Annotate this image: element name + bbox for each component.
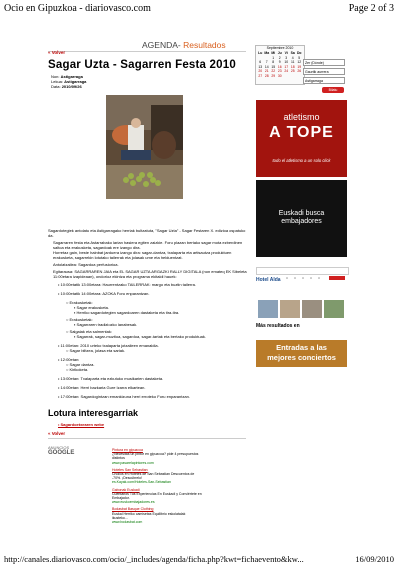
calendar-day[interactable]: 17 [284,64,289,69]
list-item: • 17:00etan: Sagardogintzan emankizuna herri erroteko Foru enparantzan. [58,394,190,399]
location-select[interactable]: Zer (Dónde) [303,59,345,66]
calendar-day[interactable]: 8 [272,60,275,64]
calendar-day[interactable]: 19 [297,64,302,69]
list-item: • 10:00etatik 14:00etara: AZOKA Foru enparantzan. [58,291,150,296]
calendar-day[interactable]: 9 [278,60,281,64]
calendar-day[interactable]: 1 [272,55,275,60]
calendar-day[interactable]: 12 [297,60,302,64]
calendar-day[interactable]: 30 [277,73,282,78]
euskadi-ad[interactable] [256,180,347,257]
calendar-day[interactable]: 20 [258,69,263,73]
date-select[interactable]: Gaurtik aurrera [303,68,345,75]
calendar-grid [257,51,304,78]
ad-item[interactable]: Pintura en gipuzcoa ¿Necesitas un pintor en gipuzcoa? pide 4 presupuestos distintos www.pasarelapintores.com [112,448,199,465]
calendar-day[interactable]: 5 [298,55,301,60]
list-item: • 14:00etan: Herri bazkaria Gure Izarra elkartean. [58,385,146,390]
external-link[interactable]: • Sagardoetxearen webe [58,422,105,427]
event-organizer: Antolatzailea: Sagardoa perfusiorioa. [53,262,119,267]
list-item: ○ Sagar biltzea, jolasa eta sariak. [66,348,126,353]
pager[interactable] [256,267,349,275]
divider [48,438,246,439]
print-footer-date: 16/09/2010 [355,554,394,564]
meta-row: Non: Astigarraga [51,74,83,79]
event-title: Sagar Uzta - Sagarren Festa 2010 [48,59,236,71]
google-logo: GOOGLE [48,450,75,456]
calendar-day[interactable]: 21 [264,69,269,73]
calendar-day[interactable]: 24 [284,69,289,73]
agenda-label: AGENDA- [142,40,181,50]
calendar-weekday: Mi [271,51,276,55]
atletismo-ad[interactable] [256,100,347,177]
print-footer-url: http://canales.diariovasco.com/ocio/_includes/agenda/ficha.php?kwt=fichaevento&kw... [4,554,304,564]
calendar-day[interactable]: 23 [277,69,282,73]
calendar-day [296,74,303,79]
google-ads-label [48,445,74,456]
calendar-day[interactable]: 6 [259,60,262,64]
calendar-day[interactable]: 2 [278,55,281,60]
event-intro: Sagardotegiek antolatu eta Astigarragako herriak bultzatuta, "Sagar Uzta" - Sagar Festaren X. edizioa ospatuko da. [48,228,246,238]
photo-image [106,95,183,199]
list-item: ▪ Sagarrak, sagar-muztioa, sagardoa, sagar-tartak eta bertako produktuak. [74,334,206,339]
calendar-day[interactable]: 25 [290,69,295,73]
ad-atletismo-big: A TOPE [269,124,334,141]
calendar-weekday: Do [296,51,302,55]
hotel-listing[interactable] [256,277,347,283]
calendar-weekday: Ma [264,51,270,55]
divider [48,51,246,52]
calendar-day[interactable]: 27 [258,73,263,78]
list-item: • 13:00etan: Txalaparta eta ezkutuko musikarien dastaketa. [58,376,164,381]
back-link[interactable]: « Volver [48,50,66,55]
ads-label: ANUNCIOS [48,445,70,450]
calendar-day[interactable]: 29 [271,73,276,78]
list-item: ▪ Sagar erakusketa. [74,305,109,310]
meta-row: Lekua: Astigarraga [51,79,87,84]
event-photo [106,95,183,199]
meta-row: Data: 2010/09/26 [51,84,82,89]
more-results-label: Más resultados en [256,323,300,329]
program-list [58,282,243,399]
ad-euskadi-text: Euskadi busca embajadores [278,210,325,225]
calendar-day[interactable]: 4 [291,55,294,60]
list-item: ▪ Herriko sagardotegien sagardoaren dastaketa eta tira-tira. [74,310,180,315]
agenda-heading [142,40,226,50]
list-item: • 12:00etan: [58,357,80,362]
hotel-photos [258,300,346,318]
list-item: ○ Sagar dantza. [66,362,95,367]
calendar-title: Septiembre 2010 [266,46,294,50]
event-meta [51,74,86,89]
calendar-weekday: Sa [290,51,295,55]
ad-conciertos-text: Entradas a las mejores conciertos [267,343,336,362]
calendar-day[interactable]: 3 [285,55,288,60]
list-item: ○ Erakusketak: [66,300,93,305]
print-header-page-number: Page 2 of 3 [348,3,394,14]
list-item: • 10:00etatik 13:00etara: Haurrentzako TAILERRAK: margo eta buztin tailerra. [58,282,196,287]
calendar-day[interactable]: 11 [290,60,295,64]
town-select[interactable]: Astigarraga [303,77,345,84]
ad-item[interactable]: Hoteles San Sebastian Chollos en Hoteles de San Sebastian Descuentos de -70%. ¡Descúbrelo! es.Kayak.com/Hoteles-San-Sebastian [112,467,195,485]
calendar-weekday: Lu [258,51,263,55]
calendar [255,45,305,85]
list-item: ○ Kirikoketa. [66,367,89,372]
calendar-weekday: Ju [277,51,282,55]
hotel-name: Hotel Alda [256,277,281,283]
list-item: • 11:00etan: 2010 urteko txalaparta jotzaileen emanaldia. [58,343,159,348]
calendar-day[interactable]: 7 [265,60,268,64]
calendar-day[interactable]: 15 [271,64,276,69]
hotel-thumbnails [258,300,346,318]
conciertos-ad[interactable] [256,340,347,367]
links-heading: Lotura interesgarriak [48,408,139,418]
calendar-day[interactable]: 16 [277,64,282,69]
list-item: ○ Salgaiak eta salmentak: [66,329,112,334]
calendar-day[interactable]: 26 [297,69,302,73]
calendar-day[interactable]: 18 [290,64,295,69]
ad-atletismo-title: atletismo [283,112,320,122]
back-link-bottom[interactable]: « Volver [48,431,66,436]
calendar-weekday: Vi [284,51,288,55]
calendar-day[interactable]: 13 [258,64,263,69]
list-item: ○ Erakusketak: [66,317,93,322]
calendar-day[interactable]: 22 [271,69,276,73]
ad-item[interactable]: Gabonak Euskadi Cuéntanos Tus Experiencias En Euskadi y Conviértete en Embajador. www.euskoembajadores.es [112,487,202,505]
event-paragraph: Horretaz gain, beste hainbat jarduera izango dira: sagar-dantza, txalaparta eta artisautza produktuen erakusketa, sagarrekin lotutako tailerrak eta jolasak ume eta helduentzat. [53,250,232,260]
calendar-day[interactable]: 14 [264,64,269,69]
calendar-day[interactable]: 28 [264,73,269,78]
event-program-intro: Egitarausa: SAGARRAREN JAIA eta EL SAGAR UZTA ARGAZKI RALLY DIGITALA (non emateq EK Sibeleta 11:00etara izapideaan), ondorioz ekintza eta programa ekitaldi hauek: [53,269,247,279]
ad-item[interactable]: Bodasbat Basque Clothing Euskal Herriko camisetas Equilibrio eskolatalak ikusteko... www.bodasbat.com [112,507,186,525]
list-item: ▪ Sagarraren tradiziozko lanabesak. [74,322,138,327]
event-paragraph: Sagarraren festa eta Astarrabako larian hasiera egiten zaizkie. Foru plazan bertako sagar mota ezberdinen saltoa eta erakusketa, sagardoak ere izango dira. [53,240,243,250]
agenda-results-label: Resultados [183,40,226,50]
calendar-day[interactable]: 10 [284,60,289,64]
google-ads-list [112,448,202,524]
ad-atletismo-sub: todo el atletismo a un solo click [272,158,331,163]
print-header-title: Ocio en Gipuzkoa - diariovasco.com [4,3,151,14]
search-button[interactable]: Bilatu [322,87,344,93]
